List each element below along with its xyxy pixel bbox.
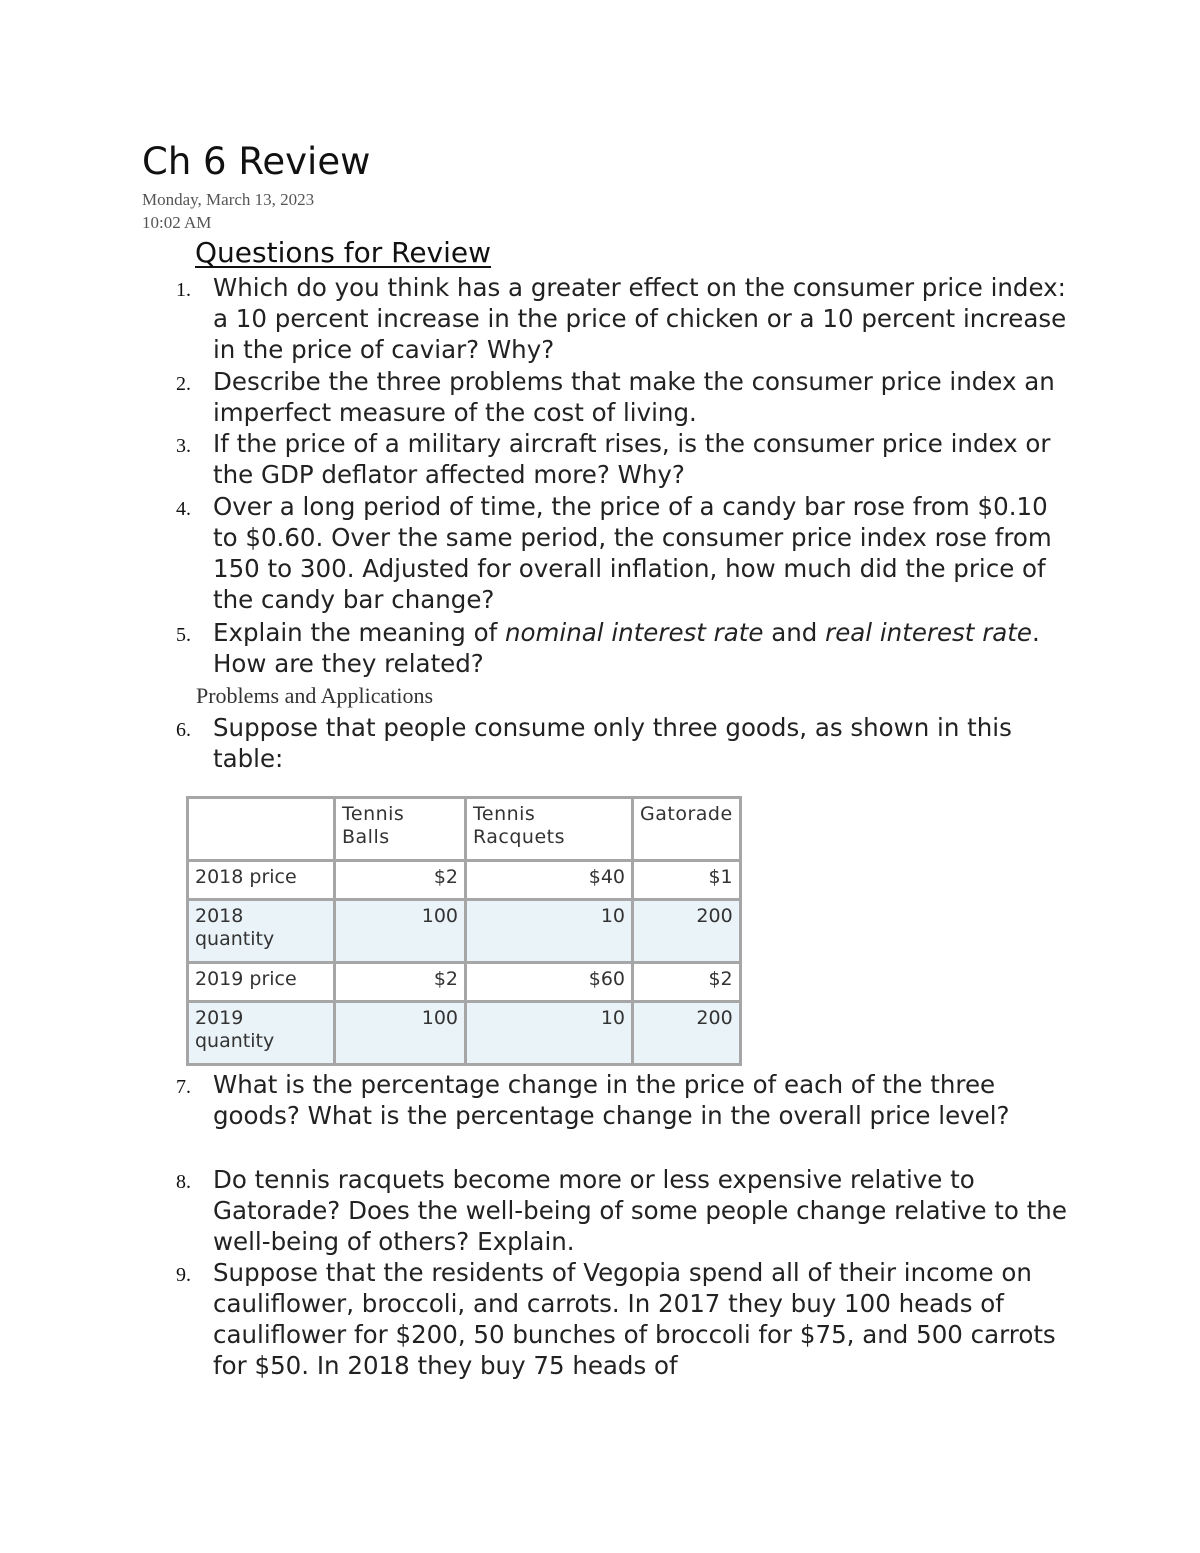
section-heading-problems: Problems and Applications	[196, 683, 434, 708]
question-text: Describe the three problems that make the consumer price index an imperfect measure of the cost of living.	[213, 367, 1055, 427]
question-text: Do tennis racquets become more or less expensive relative to Gatorade? Does the well-being of some people change relative to the well-being of others? Explain.	[213, 1165, 1067, 1256]
term-nominal-interest-rate: nominal interest rate	[505, 618, 764, 647]
table-cell: 10	[466, 1002, 633, 1065]
question-number: 3.	[176, 435, 191, 457]
table-cell: 200	[633, 1002, 741, 1065]
table-row	[188, 900, 741, 963]
question-item	[176, 1257, 1076, 1381]
table-cell: $2	[335, 861, 466, 900]
question-item	[176, 1069, 1076, 1131]
question-text-part: and	[763, 618, 826, 647]
question-number: 6.	[176, 719, 191, 741]
table-cell: 100	[335, 1002, 466, 1065]
question-item	[176, 428, 1076, 490]
table-row	[188, 861, 741, 900]
question-number: 7.	[176, 1076, 191, 1098]
row-label: 2018 quantity	[188, 900, 335, 963]
table-header-cell: Tennis Racquets	[466, 798, 633, 861]
table-cell: $2	[633, 963, 741, 1002]
question-text-part: Explain the meaning of	[213, 618, 506, 647]
table-cell: $2	[335, 963, 466, 1002]
table-header-cell: Gatorade	[633, 798, 741, 861]
table-header-cell: Tennis Balls	[335, 798, 466, 861]
table-cell: $60	[466, 963, 633, 1002]
question-number: 9.	[176, 1264, 191, 1286]
table-cell: $40	[466, 861, 633, 900]
question-text: Suppose that people consume only three goods, as shown in this table:	[213, 713, 1012, 773]
table-row	[188, 963, 741, 1002]
goods-table	[186, 796, 742, 1066]
question-text-part: . How are they related?	[213, 618, 1040, 678]
question-text	[213, 617, 1076, 679]
question-item	[176, 712, 1076, 774]
section-heading-review: Questions for Review	[195, 236, 492, 269]
note-date: Monday, March 13, 2023	[142, 190, 315, 209]
table-cell: 100	[335, 900, 466, 963]
table-cell: 10	[466, 900, 633, 963]
question-text: Over a long period of time, the price of a candy bar rose from $0.10 to $0.60. Over the same period, the consumer price index rose from 150 to 300. Adjusted for overall inflation, how much did the price of the candy bar change?	[213, 492, 1052, 614]
question-item	[176, 1164, 1076, 1257]
table-cell: 200	[633, 900, 741, 963]
note-time: 10:02 AM	[142, 213, 212, 232]
question-item	[176, 617, 1076, 679]
table-header-row	[188, 798, 741, 861]
question-item	[176, 491, 1076, 615]
question-text: Suppose that the residents of Vegopia spend all of their income on cauliflower, broccoli, and carrots. In 2017 they buy 100 heads of cauliflower for $200, 50 bunches of broccoli for $75, and 500 carrots for $50. In 2018 they buy 75 heads of	[213, 1258, 1056, 1380]
question-number: 4.	[176, 498, 191, 520]
table-header-cell	[188, 798, 335, 861]
question-number: 2.	[176, 373, 191, 395]
table-row	[188, 1002, 741, 1065]
question-text: If the price of a military aircraft rises, is the consumer price index or the GDP deflator affected more? Why?	[213, 429, 1051, 489]
question-text: What is the percentage change in the price of each of the three goods? What is the percentage change in the overall price level?	[213, 1070, 1010, 1130]
question-item	[176, 366, 1076, 428]
table-cell: $1	[633, 861, 741, 900]
page-title: Ch 6 Review	[142, 140, 371, 183]
question-number: 8.	[176, 1171, 191, 1193]
row-label: 2018 price	[188, 861, 335, 900]
row-label: 2019 price	[188, 963, 335, 1002]
question-item	[176, 272, 1076, 365]
row-label: 2019 quantity	[188, 1002, 335, 1065]
question-number: 5.	[176, 624, 191, 646]
term-real-interest-rate: real interest rate	[825, 618, 1032, 647]
question-number: 1.	[176, 279, 191, 301]
question-text: Which do you think has a greater effect on the consumer price index: a 10 percent increase in the price of chicken or a 10 percent increase in the price of caviar? Why?	[213, 273, 1067, 364]
